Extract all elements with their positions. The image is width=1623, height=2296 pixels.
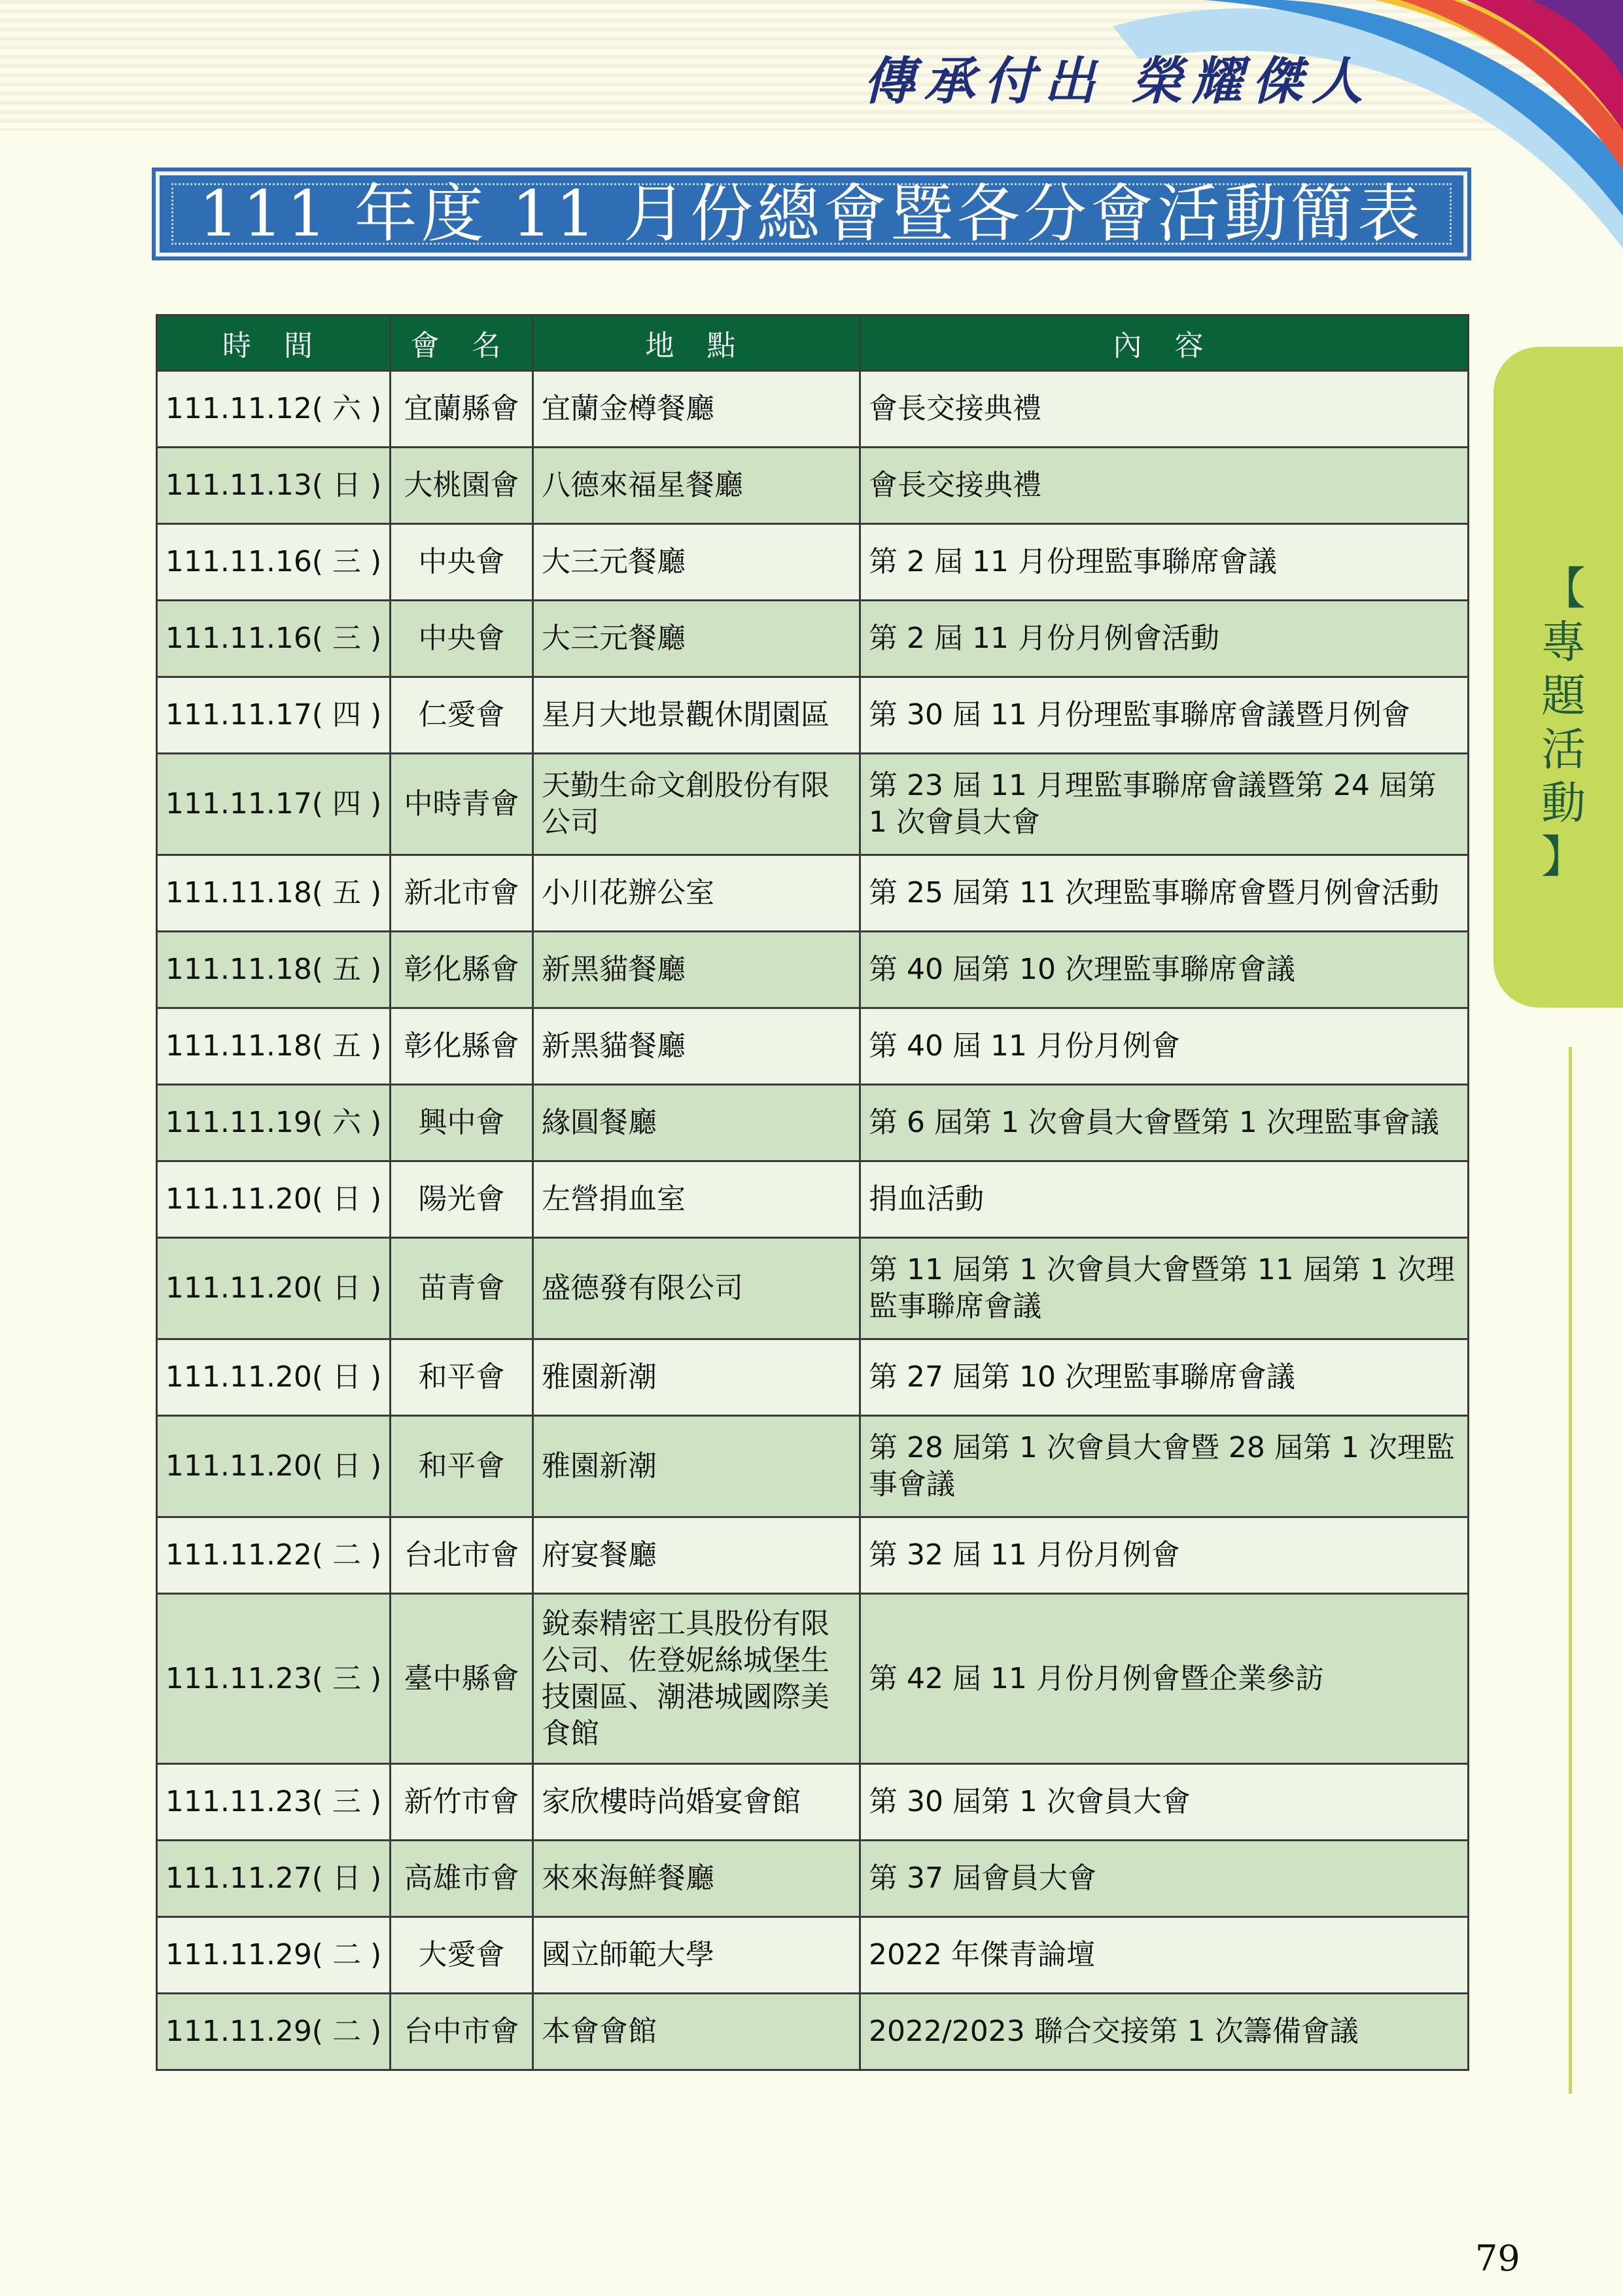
tab-char: 】 bbox=[1541, 832, 1586, 883]
cell-club: 大桃園會 bbox=[391, 448, 533, 524]
cell-content: 第 27 屆第 10 次理監事聯席會議 bbox=[860, 1339, 1469, 1416]
table-row bbox=[157, 524, 1469, 601]
table-row bbox=[157, 1238, 1469, 1339]
cell-content: 2022/2023 聯合交接第 1 次籌備會議 bbox=[860, 1994, 1469, 2070]
cell-place: 新黑貓餐廳 bbox=[533, 1008, 860, 1085]
cell-content: 捐血活動 bbox=[860, 1161, 1469, 1238]
cell-place: 雅園新潮 bbox=[533, 1339, 860, 1416]
tab-char: 題 bbox=[1541, 671, 1586, 722]
cell-place: 府宴餐廳 bbox=[533, 1517, 860, 1594]
cell-club: 宜蘭縣會 bbox=[391, 371, 533, 448]
cell-club: 彰化縣會 bbox=[391, 1008, 533, 1085]
cell-date: 111.11.17( 四 ) bbox=[157, 677, 391, 754]
cell-place: 國立師範大學 bbox=[533, 1917, 860, 1994]
table-row bbox=[157, 1008, 1469, 1085]
cell-date: 111.11.19( 六 ) bbox=[157, 1085, 391, 1161]
cell-club: 興中會 bbox=[391, 1085, 533, 1161]
cell-content: 第 25 屆第 11 次理監事聯席會暨月例會活動 bbox=[860, 855, 1469, 932]
table-row bbox=[157, 1594, 1469, 1764]
table-row bbox=[157, 1764, 1469, 1841]
cell-date: 111.11.18( 五 ) bbox=[157, 1008, 391, 1085]
table-row bbox=[157, 1416, 1469, 1517]
cell-date: 111.11.20( 日 ) bbox=[157, 1339, 391, 1416]
cell-place: 天勤生命文創股份有限公司 bbox=[533, 754, 860, 855]
tab-char: 動 bbox=[1541, 778, 1586, 830]
table-row bbox=[157, 371, 1469, 448]
section-tab-label bbox=[1537, 563, 1590, 885]
cell-place: 雅園新潮 bbox=[533, 1416, 860, 1517]
cell-place: 緣圓餐廳 bbox=[533, 1085, 860, 1161]
table-row bbox=[157, 677, 1469, 754]
page-title: 111 年度 11 月份總會暨各分會活動簡表 bbox=[199, 177, 1424, 251]
cell-content: 第 30 屆第 1 次會員大會 bbox=[860, 1764, 1469, 1841]
cell-content: 會長交接典禮 bbox=[860, 371, 1469, 448]
table-header-row bbox=[157, 315, 1469, 371]
table-row bbox=[157, 601, 1469, 677]
table-row bbox=[157, 1917, 1469, 1994]
table-row bbox=[157, 1841, 1469, 1917]
cell-date: 111.11.23( 三 ) bbox=[157, 1764, 391, 1841]
cell-content: 第 11 屆第 1 次會員大會暨第 11 屆第 1 次理監事聯席會議 bbox=[860, 1238, 1469, 1339]
header-place: 地 點 bbox=[533, 315, 860, 371]
table-row bbox=[157, 932, 1469, 1008]
cell-club: 大愛會 bbox=[391, 1917, 533, 1994]
cell-content: 第 23 屆 11 月理監事聯席會議暨第 24 屆第 1 次會員大會 bbox=[860, 754, 1469, 855]
table-row bbox=[157, 1339, 1469, 1416]
cell-date: 111.11.29( 二 ) bbox=[157, 1994, 391, 2070]
header-content: 內 容 bbox=[860, 315, 1469, 371]
cell-content: 第 30 屆 11 月份理監事聯席會議暨月例會 bbox=[860, 677, 1469, 754]
cell-content: 第 2 屆 11 月份理監事聯席會議 bbox=[860, 524, 1469, 601]
activity-table bbox=[156, 314, 1469, 2071]
cell-place: 新黑貓餐廳 bbox=[533, 932, 860, 1008]
cell-date: 111.11.18( 五 ) bbox=[157, 932, 391, 1008]
cell-date: 111.11.18( 五 ) bbox=[157, 855, 391, 932]
cell-place: 八德來福星餐廳 bbox=[533, 448, 860, 524]
cell-place: 銳泰精密工具股份有限公司、佐登妮絲城堡生技園區、潮港城國際美食館 bbox=[533, 1594, 860, 1764]
cell-club: 仁愛會 bbox=[391, 677, 533, 754]
cell-content: 第 2 屆 11 月份月例會活動 bbox=[860, 601, 1469, 677]
cell-place: 左營捐血室 bbox=[533, 1161, 860, 1238]
cell-date: 111.11.16( 三 ) bbox=[157, 601, 391, 677]
cell-content: 第 40 屆第 10 次理監事聯席會議 bbox=[860, 932, 1469, 1008]
cell-date: 111.11.16( 三 ) bbox=[157, 524, 391, 601]
header-club: 會 名 bbox=[391, 315, 533, 371]
cell-date: 111.11.12( 六 ) bbox=[157, 371, 391, 448]
slogan: 傳承付出 榮耀傑人 bbox=[864, 52, 1372, 111]
cell-place: 大三元餐廳 bbox=[533, 601, 860, 677]
cell-date: 111.11.13( 日 ) bbox=[157, 448, 391, 524]
cell-club: 高雄市會 bbox=[391, 1841, 533, 1917]
cell-place: 大三元餐廳 bbox=[533, 524, 860, 601]
cell-place: 盛德發有限公司 bbox=[533, 1238, 860, 1339]
cell-club: 彰化縣會 bbox=[391, 932, 533, 1008]
table-row bbox=[157, 1085, 1469, 1161]
cell-club: 和平會 bbox=[391, 1339, 533, 1416]
cell-content: 第 6 屆第 1 次會員大會暨第 1 次理監事會議 bbox=[860, 1085, 1469, 1161]
tab-char: 【 bbox=[1541, 563, 1586, 615]
cell-club: 台中市會 bbox=[391, 1994, 533, 2070]
cell-place: 本會會館 bbox=[533, 1994, 860, 2070]
cell-club: 新竹市會 bbox=[391, 1764, 533, 1841]
cell-place: 星月大地景觀休閒園區 bbox=[533, 677, 860, 754]
cell-club: 中央會 bbox=[391, 524, 533, 601]
cell-place: 宜蘭金樽餐廳 bbox=[533, 371, 860, 448]
table-row bbox=[157, 1517, 1469, 1594]
header-date: 時 間 bbox=[157, 315, 391, 371]
cell-club: 陽光會 bbox=[391, 1161, 533, 1238]
cell-content: 第 37 屆會員大會 bbox=[860, 1841, 1469, 1917]
cell-content: 第 40 屆 11 月份月例會 bbox=[860, 1008, 1469, 1085]
cell-date: 111.11.20( 日 ) bbox=[157, 1238, 391, 1339]
cell-club: 新北市會 bbox=[391, 855, 533, 932]
table-row bbox=[157, 1994, 1469, 2070]
page-number: 79 bbox=[1475, 2238, 1520, 2279]
cell-club: 中時青會 bbox=[391, 754, 533, 855]
table-row bbox=[157, 855, 1469, 932]
cell-club: 台北市會 bbox=[391, 1517, 533, 1594]
cell-date: 111.11.29( 二 ) bbox=[157, 1917, 391, 1994]
tab-char: 活 bbox=[1541, 724, 1586, 776]
tab-char: 專 bbox=[1541, 617, 1586, 669]
cell-place: 小川花辦公室 bbox=[533, 855, 860, 932]
cell-place: 來來海鮮餐廳 bbox=[533, 1841, 860, 1917]
cell-content: 會長交接典禮 bbox=[860, 448, 1469, 524]
cell-date: 111.11.23( 三 ) bbox=[157, 1594, 391, 1764]
cell-club: 中央會 bbox=[391, 601, 533, 677]
cell-place: 家欣樓時尚婚宴會館 bbox=[533, 1764, 860, 1841]
cell-date: 111.11.20( 日 ) bbox=[157, 1416, 391, 1517]
cell-club: 苗青會 bbox=[391, 1238, 533, 1339]
cell-date: 111.11.27( 日 ) bbox=[157, 1841, 391, 1917]
table-row bbox=[157, 448, 1469, 524]
cell-date: 111.11.20( 日 ) bbox=[157, 1161, 391, 1238]
cell-content: 第 28 屆第 1 次會員大會暨 28 屆第 1 次理監事會議 bbox=[860, 1416, 1469, 1517]
cell-content: 第 42 屆 11 月份月例會暨企業參訪 bbox=[860, 1594, 1469, 1764]
cell-content: 2022 年傑青論壇 bbox=[860, 1917, 1469, 1994]
table-row bbox=[157, 754, 1469, 855]
table-row bbox=[157, 1161, 1469, 1238]
side-divider bbox=[1569, 1047, 1572, 2094]
cell-club: 和平會 bbox=[391, 1416, 533, 1517]
cell-date: 111.11.22( 二 ) bbox=[157, 1517, 391, 1594]
cell-club: 臺中縣會 bbox=[391, 1594, 533, 1764]
cell-content: 第 32 屆 11 月份月例會 bbox=[860, 1517, 1469, 1594]
cell-date: 111.11.17( 四 ) bbox=[157, 754, 391, 855]
